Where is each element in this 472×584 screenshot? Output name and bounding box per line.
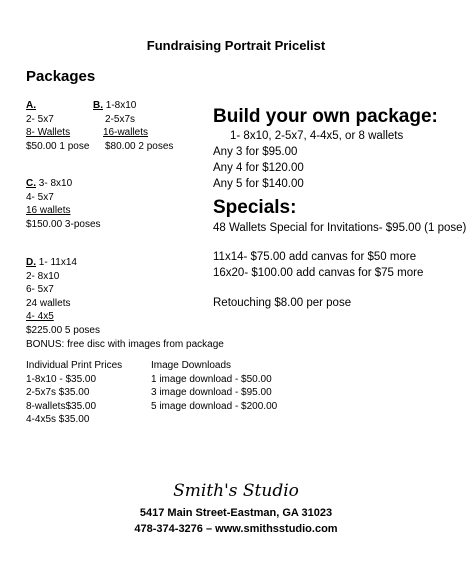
build-subtitle: 1- 8x10, 2-5x7, 4-4x5, or 8 wallets	[230, 130, 404, 142]
build-heading: Build your own package:	[213, 106, 438, 127]
package-d-line: 6- 5x7	[26, 284, 54, 296]
package-b-line: 16-wallets	[103, 127, 149, 139]
package-d-letter: D.	[26, 257, 36, 268]
specials-retouching: Retouching $8.00 per pose	[213, 297, 352, 309]
downloads-item: 1 image download - $50.00	[151, 373, 272, 385]
package-c-first-line: 3- 8x10	[36, 178, 73, 189]
package-d-first-line: 1- 11x14	[36, 257, 77, 268]
individual-item: 8-wallets$35.00	[26, 400, 97, 412]
package-a-line: 8- Wallets	[26, 127, 71, 139]
specials-canvas: 11x14- $75.00 add canvas for $50 more	[213, 251, 417, 263]
package-c-line: $150.00 3-poses	[26, 218, 101, 230]
package-b	[93, 99, 173, 153]
page-title: Fundraising Portrait Pricelist	[146, 38, 326, 53]
downloads-heading: Image Downloads	[151, 360, 232, 371]
package-c-letter: C.	[26, 178, 36, 189]
package-d	[26, 256, 224, 351]
package-c	[26, 177, 101, 231]
downloads-item: 5 image download - $200.00	[151, 400, 278, 412]
individual-item: 2-5x7s $35.00	[26, 387, 90, 399]
package-a-letter: A.	[26, 100, 36, 111]
package-d-bonus: BONUS: free disc with images from package	[26, 338, 224, 350]
individual-heading: Individual Print Prices	[26, 360, 123, 371]
image-downloads	[151, 359, 277, 413]
package-d-line: 2- 8x10	[26, 270, 60, 282]
packages-heading: Packages	[26, 68, 96, 85]
package-d-line: 24 wallets	[26, 297, 71, 309]
downloads-item: 3 image download - $95.00	[151, 387, 272, 399]
build-options	[213, 144, 304, 192]
studio-address: 5417 Main Street-Eastman, GA 31023	[139, 507, 333, 519]
package-c-line: 4- 5x7	[26, 191, 54, 203]
specials-invitations: 48 Wallets Special for Invitations- $95.00 (1 pose)	[213, 222, 467, 234]
build-option: Any 3 for $95.00	[213, 146, 298, 158]
individual-item: 1-8x10 - $35.00	[26, 373, 97, 385]
studio-logo-name: Smith's Studio	[173, 481, 299, 501]
package-a	[26, 99, 89, 153]
package-b-letter: B.	[93, 100, 103, 111]
studio-contact: 478-374-3276 – www.smithsstudio.com	[134, 523, 338, 535]
build-option: Any 5 for $140.00	[213, 178, 304, 190]
package-c-line: 16 wallets	[26, 205, 71, 217]
package-b-first-line: 1-8x10	[103, 100, 137, 111]
package-a-line: $50.00 1 pose	[26, 140, 90, 152]
build-option: Any 4 for $120.00	[213, 162, 304, 174]
package-b-line: $80.00 2 poses	[105, 140, 174, 152]
package-d-line: 4- 4x5	[26, 311, 54, 323]
specials-canvas: 16x20- $100.00 add canvas for $75 more	[213, 267, 424, 279]
individual-prices	[26, 359, 122, 427]
package-d-line: $225.00 5 poses	[26, 324, 100, 336]
package-a-line: 2- 5x7	[26, 113, 54, 125]
package-b-line: 2-5x7s	[105, 113, 136, 125]
specials-heading: Specials:	[213, 197, 297, 218]
individual-item: 4-4x5s $35.00	[26, 414, 90, 426]
